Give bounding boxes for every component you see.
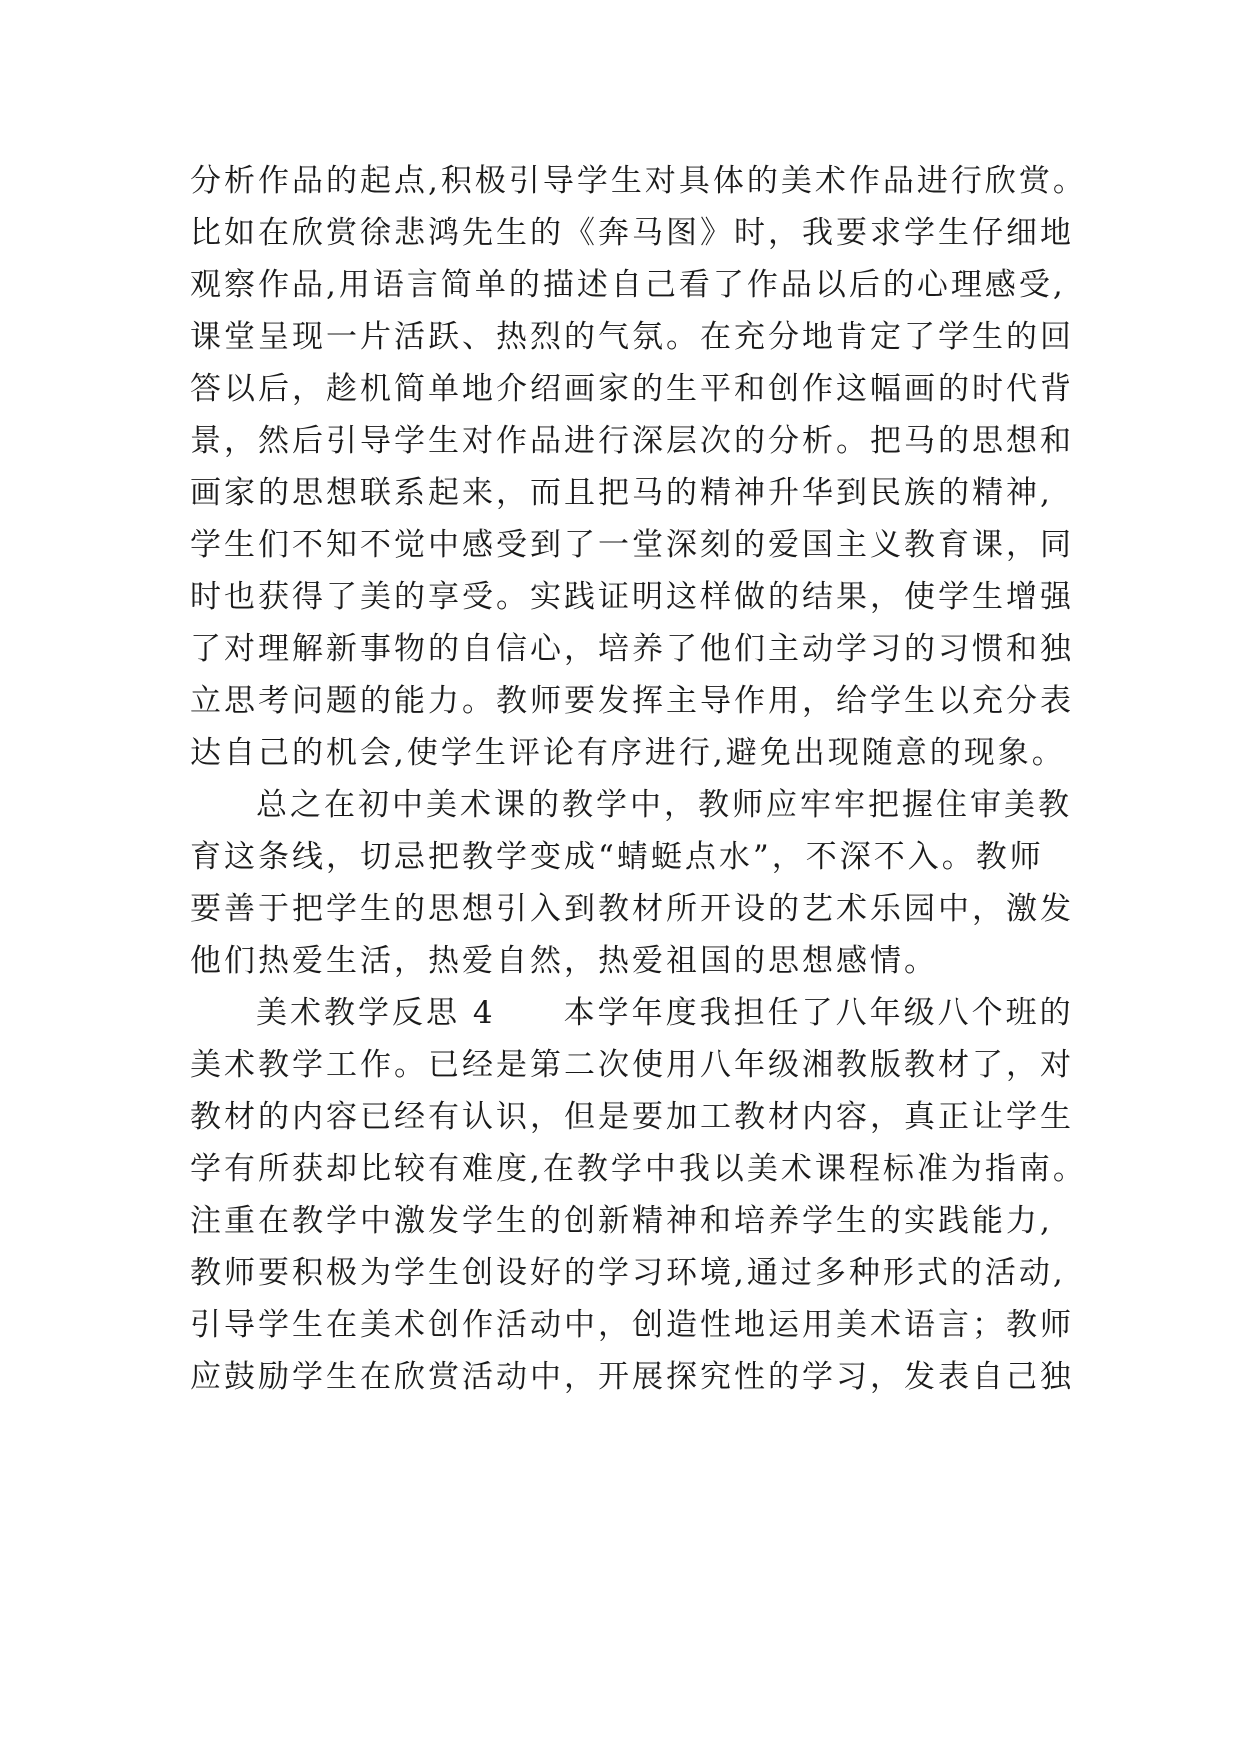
text-line: 了对理解新事物的自信心，培养了他们主动学习的习惯和独 [190, 631, 1074, 667]
text-line: 要善于把学生的思想引入到教材所开设的艺术乐园中，激发 [190, 891, 1074, 927]
text-line: 答以后，趁机简单地介绍画家的生平和创作这幅画的时代背 [190, 371, 1074, 407]
text-line: 时也获得了美的享受。实践证明这样做的结果，使学生增强 [190, 579, 1074, 615]
text-line: 学有所获却比较有难度,在教学中我以美术课程标准为指南。 [190, 1151, 1087, 1187]
text-line: 美术教学工作。已经是第二次使用八年级湘教版教材了，对 [190, 1047, 1074, 1083]
section-heading-line: 美术教学反思 4 本学年度我担任了八年级八个班的 [256, 995, 1074, 1031]
text-line: 应鼓励学生在欣赏活动中，开展探究性的学习，发表自己独 [190, 1359, 1074, 1395]
text-line: 达自己的机会,使学生评论有序进行,避免出现随意的现象。 [190, 735, 1066, 771]
paragraph-start-line: 总之在初中美术课的教学中，教师应牢牢把握住审美教 [256, 787, 1072, 823]
text-line: 观察作品,用语言简单的描述自己看了作品以后的心理感受, [190, 267, 1066, 303]
text-line: 学生们不知不觉中感受到了一堂深刻的爱国主义教育课，同 [190, 527, 1074, 563]
text-line: 比如在欣赏徐悲鸿先生的《奔马图》时，我要求学生仔细地 [190, 215, 1074, 251]
text-line: 立思考问题的能力。教师要发挥主导作用，给学生以充分表 [190, 683, 1074, 719]
text-line: 画家的思想联系起来，而且把马的精神升华到民族的精神, [190, 475, 1053, 511]
text-line: 教材的内容已经有认识，但是要加工教材内容，真正让学生 [190, 1099, 1074, 1135]
text-line: 课堂呈现一片活跃、热烈的气氛。在充分地肯定了学生的回 [190, 319, 1074, 355]
text-line: 景，然后引导学生对作品进行深层次的分析。把马的思想和 [190, 423, 1074, 459]
text-line: 他们热爱生活，热爱自然，热爱祖国的思想感情。 [190, 943, 938, 979]
body-text [190, 155, 1090, 1403]
text-line: 分析作品的起点,积极引导学生对具体的美术作品进行欣赏。 [190, 163, 1087, 199]
text-line: 引导学生在美术创作活动中，创造性地运用美术语言；教师 [190, 1307, 1074, 1343]
text-line: 教师要积极为学生创设好的学习环境,通过多种形式的活动, [190, 1255, 1066, 1291]
text-line: 注重在教学中激发学生的创新精神和培养学生的实践能力, [190, 1203, 1053, 1239]
text-line: 育这条线，切忌把教学变成“蜻蜓点水”，不深不入。教师 [190, 839, 1044, 875]
